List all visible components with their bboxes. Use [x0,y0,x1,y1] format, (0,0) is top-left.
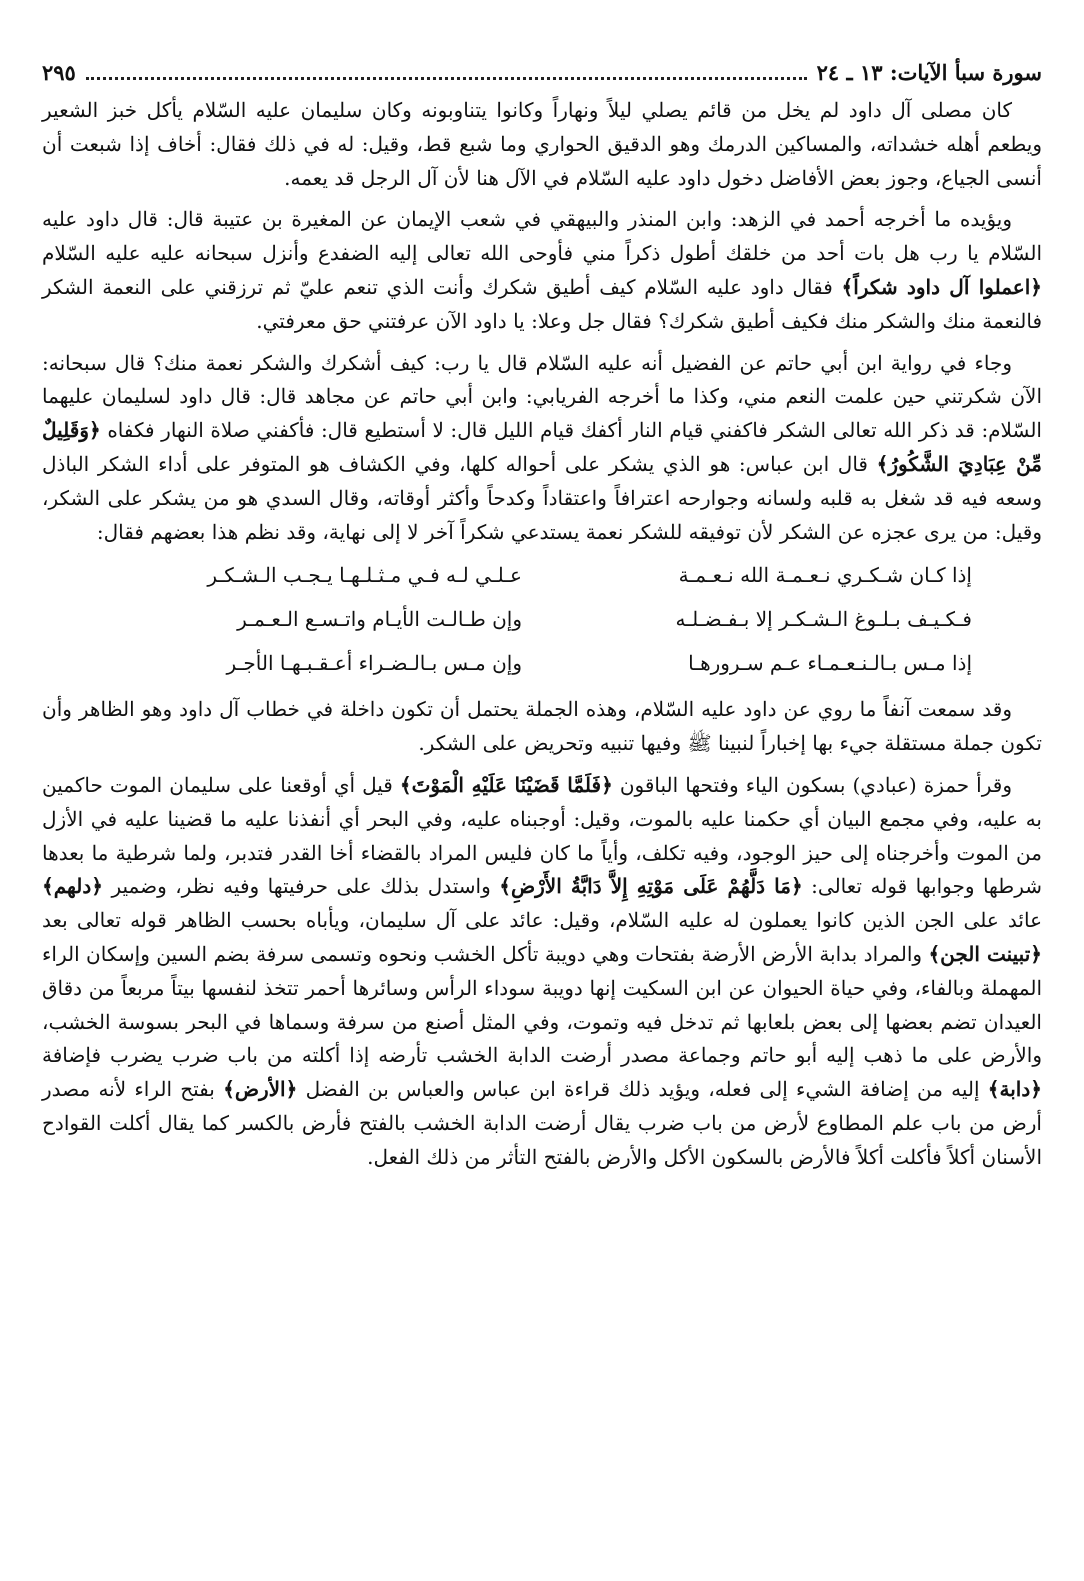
paragraph-3-text-b: قال ابن عباس: هو الذي يشكر على أحواله كلها، وفي الكشاف هو المتوفر على أداء الشكر الباذل وسعه فيه قد شغل به قلبه ولسانه وجوارحه اعترافاً واعتقاداً وكدحاً وأكثر أوقاته، وقال السدي هو من يشكر على الشكر، وقيل: من يرى عجزه عن الشكر لأن توفيقه للشكر نعمة يستدعي شكراً آخر لا إلى نهاية، وقد نظم هذا بعضهم فقال: [42,451,1042,544]
paragraph-5-text: إليه من إضافة الشيء إلى فعله، ويؤيد ذلك قراءة ابن عباس والعباس بن الفضل [297,1077,988,1102]
paragraph-5-text: وقرأ حمزة (عبادي) بسكون الياء وفتحها الباقون [612,772,1012,797]
quran-verse-quote: ﴿مَا دَلَّهُمْ عَلَى مَوْتِهِ إِلاَّ دَابَّةُ الأَرْضِ﴾ [499,874,803,899]
poem-block [42,549,1042,693]
quran-verse-quote: ﴿اعملوا آل داود شكراً﴾ [841,274,1042,299]
quran-verse-quote: ﴿الأرض﴾ [223,1077,298,1102]
paragraph-5-text: والمراد بدابة الأرض الأرضة بفتحات وهي دويبة تأكل الخشب ونحوه وتسمى سرفة بضم السين وإسكان الراء المهملة وبالفاء، وفي حياة الحيوان عن ابن السكيت إنها دويبة سوداء الرأس وسائرها أحمر تتخذ لنفسها بيتاً مربعاً من دقاق العيدان تضم بعضها إلى بعض بلعابها ثم تدخل فيه وتموت، وفي المثل أصنع من سرفة وسماها في البحر بسوسة الخشب، والأرض على ما ذهب إليه أبو حاتم وجماعة مصدر أرضت الدابة الخشب تأرضه إذا أكلته من باب ضرب يضرب فإضافة [42,941,1042,1068]
page [42,50,1042,1175]
quran-verse-quote: ﴿وَقَلِيلٌ مِّنْ عِبَادِيَ الشَّكُورُ﴾ [42,418,1043,476]
quran-verse-quote: ﴿دابة﴾ [987,1077,1042,1102]
quran-verse-quote: ﴿تبينت الجن﴾ [928,941,1043,966]
paragraph-4: وقد سمعت آنفاً ما روي عن داود عليه السّلام، وهذه الجملة يحتمل أن تكون داخلة في خطاب آل داود وهو الظاهر وأن تكون جملة مستقلة جيء بها إخباراً لنبينا ﷺ وفيها تنبيه وتحريض على الشكر. [42,697,1042,756]
running-head-title: سورة سبأ الآيات: ١٣ ـ ٢٤ [816,59,1042,85]
paragraph-5 [42,769,1042,1175]
running-head [42,50,1042,94]
poem-hemistich: إذا مـس بـالـنـعـمـاء عـم سـرورهـا [688,651,972,676]
paragraph-3-text-a: وجاء في رواية ابن أبي حاتم عن الفضيل أنه عليه السّلام قال يا رب: كيف أشكرك والشكر نعمة منك؟ قال سبحانه: الآن شكرتني حين علمت النعم مني، وكذا ما أخرجه الفريابي: وابن أبي حاتم عن مجاهد قال: قال داود لسليمان عليهما السّلام: قد ذكر الله تعالى الشكر فاكفني قيام النار أكفك قيام الليل قال: لا أستطيع قال: فأكفني صلاة النهار فكفاه [42,350,1042,443]
paragraph-5-text: قيل أي أوقعنا على سليمان الموت حاكمين به عليه، وفي مجمع البيان أي حكمنا عليه بالموت، وقيل: أوجبناه عليه، وفي البحر أي أنفذنا عليه ما قضينا عليه في الأزل من الموت وأخرجناه إلى حيز الوجود، وفيه تكلف، وأياً ما كان فليس المراد بالقضاء أخا القدر فتدبر، ولما شرطية ما بعدها شرطها وجوابها قوله تعالى: [42,772,1042,899]
paragraph-1: كان مصلى آل داود لم يخل من قائم يصلي ليلاً ونهاراً وكانوا يتناوبونه وكان سليمان عليه السّلام يأكل خبز الشعير ويطعم أهله خشداته، والمساكين الدرمك وهو الدقيق الحواري وما شبع قط، وقيل: له في ذلك فقال: أخاف إذا شبعت أن أنسى الجياع، وجوز بعض الأفاضل دخول داود عليه السّلام في الآل هنا لأن آل الرجل قد يعمه. [42,98,1042,190]
running-head-leader-dots [86,77,807,80]
paragraph-5-text: بفتح الراء لأنه مصدر أرض من باب علم المطاوع لأرض من باب ضرب يقال أرضت الدابة الخشب بالفتح فأرض بالكسر كما يقال أكلت القوادح الأسنان أكلاً فأكلت أكلاً فالأرض بالسكون الأكل والأرض بالفتح التأثر من ذلك الفعل. [42,1077,1042,1169]
paragraph-5-text: عائد على الجن الذين كانوا يعملون له عليه السّلام، وقيل: عائد على آل سليمان، ويأباه بحسب الظاهر قوله تعالى بعد [42,908,1042,933]
quran-verse-quote: ﴿دلهم﴾ [42,874,103,899]
paragraph-2 [42,203,1042,338]
poem-hemistich: وإن مـس بـالـضـراء أعـقـبـهـا الأجـر [226,651,522,676]
poem-hemistich: إذا كـان شـكـري نـعـمـة الله نـعـمـة [678,563,972,588]
paragraph-2-text-b: فقال داود عليه السّلام كيف أطيق شكرك وأنت الذي تنعم عليّ ثم ترزقني على النعمة الشكر فالنعمة منك والشكر منك فكيف أطيق شكرك؟ فقال جل وعلا: يا داود الآن عرفتني حق معرفتي. [42,274,1042,333]
poem-hemistich: فـكـيـف بـلـوغ الـشـكـر إلا بـفـضـلـه [675,607,972,632]
quran-verse-quote: ﴿فَلَمَّا قَضَيْنَا عَلَيْهِ الْمَوْتَ﴾ [399,772,613,797]
poem-hemistich: وإن طـالـت الأيـام واتـسـع الـعـمـر [237,607,522,632]
page-number: ٢٩٥ [42,59,76,85]
paragraph-2-text-a: ويؤيده ما أخرجه أحمد في الزهد: وابن المنذر والبيهقي في شعب الإيمان عن المغيرة بن عتيبة قال: قال داود عليه السّلام يا رب هل بات أحد من خلقك أطول ذكراً مني فأوحى الله تعالى إليه الضفدع وأنزل سبحانه عليه عليه السّلام [42,207,1042,266]
paragraph-3 [42,347,1042,550]
poem-hemistich: عـلـي لـه فـي مـثـلـهـا يـجـب الـشـكـر [207,563,522,588]
paragraph-5-text: واستدل بذلك على حرفيتها وفيه نظر، وضمير [102,874,500,899]
